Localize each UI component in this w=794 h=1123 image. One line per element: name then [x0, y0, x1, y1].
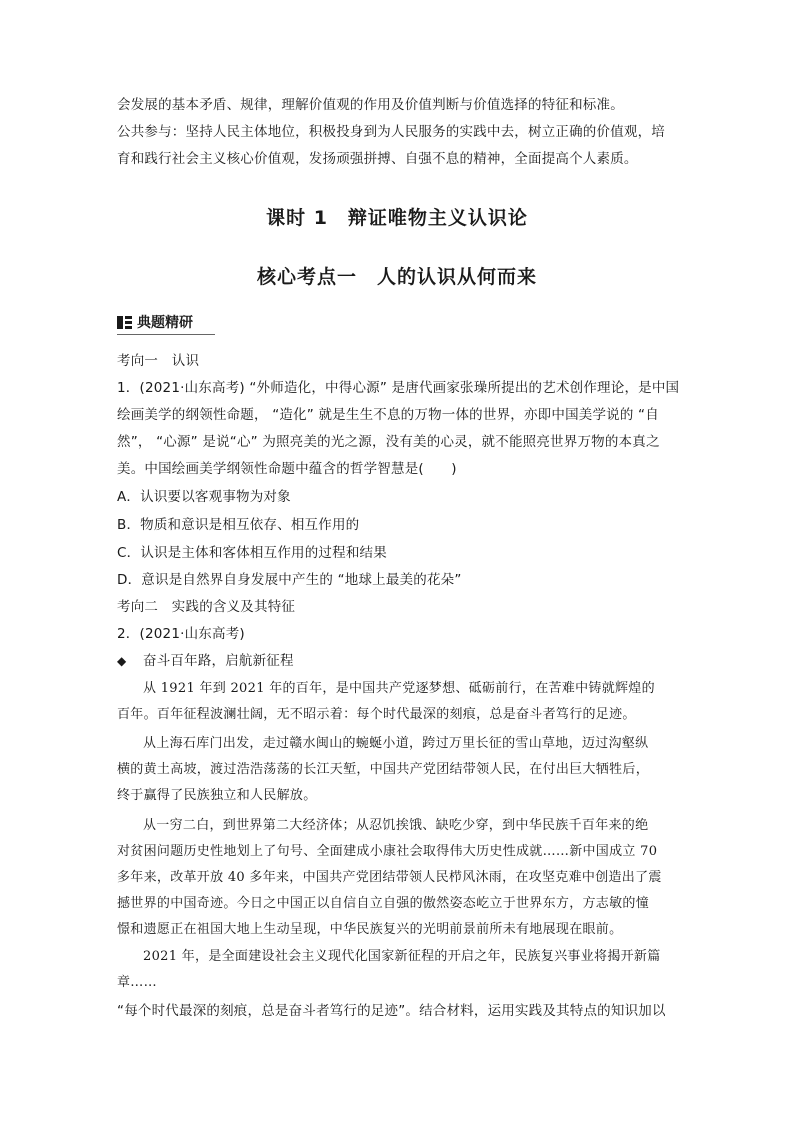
q1-line-1: 1．(2021·山东高考) “外师造化，中得心源” 是唐代画家张璪所提出的艺术创作理论，是中国 — [117, 380, 680, 396]
point-title: 核心考点一 人的认识从何而来 — [256, 266, 537, 288]
q1-option-b: B．物质和意识是相互依存、相互作用的 — [117, 517, 360, 533]
material-line: 从一穷二白，到世界第二大经济体；从忍饥挨饿、缺吃少穿，到中华民族千百年来的绝 — [143, 818, 649, 833]
section-label: 典题精研 — [137, 315, 193, 331]
material-line: 百年。百年征程波澜壮阔，无不昭示着：每个时代最深的刻痕，总是奋斗者笃行的足迹。 — [117, 707, 636, 722]
material-line: 章…… — [117, 975, 157, 990]
q1-line-2: 绘画美学的纲领性命题， “造化” 就是生生不息的万物一体的世界，亦即中国美学说的 “自 — [117, 407, 659, 423]
material-line: 撼世界的中国奇迹。今日之中国正以自信自立自强的傲然姿态屹立于世界东方，方志敏的憧 — [117, 896, 650, 911]
lesson-title: 课时 1 辩证唯物主义认识论 — [266, 207, 528, 229]
material-title: 奋斗百年路，启航新征程 — [143, 653, 294, 669]
section-header — [117, 311, 193, 333]
material-heading — [117, 648, 680, 675]
intro-line-3: 育和践行社会主义核心价值观，发扬顽强拼搏、自强不息的精神，全面提高个人素质。 — [117, 151, 638, 167]
direction-1: 考向一 认识 — [117, 353, 200, 369]
direction-2: 考向二 实践的含义及其特征 — [117, 599, 296, 615]
material-line: 终于赢得了民族独立和人民解放。 — [117, 788, 317, 803]
material-line: 憬和遗愿正在祖国大地上生动呈现，中华民族复兴的光明前景前所未有地展现在眼前。 — [117, 922, 623, 937]
q1-option-c: C．认识是主体和客体相互作用的过程和结果 — [117, 545, 387, 561]
material-line: 横的黄土高坡，渡过浩浩荡荡的长江天堑，中国共产党团结带领人民，在付出巨大牺牲后， — [117, 762, 650, 777]
q1-line-4: 美。中国绘画美学纲领性命题中蕴含的哲学智慧是( ) — [117, 461, 457, 477]
material-line: 2021 年，是全面建设社会主义现代化国家新征程的开启之年，民族复兴事业将揭开新篇 — [143, 949, 661, 964]
diamond-icon: ◆ — [117, 654, 127, 668]
q1-option-d: D．意识是自然界自身发展中产生的 “地球上最美的花朵” — [117, 572, 462, 588]
q1-line-3: 然”， “心源” 是说“心” 为照亮美的光之源，没有美的心灵，就不能照亮世界万物的本真之 — [117, 434, 660, 450]
q2-question-line: “每个时代最深的刻痕，总是奋斗者笃行的足迹”。结合材料，运用实践及其特点的知识加以 — [117, 1003, 666, 1019]
material-line: 对贫困问题历史性地划上了句号、全面建成小康社会取得伟大历史性成就……新中国成立 70 — [117, 844, 658, 859]
section-underline — [117, 334, 215, 335]
q1-option-a: A．认识要以客观事物为对象 — [117, 489, 291, 505]
intro-line-1: 会发展的基本矛盾、规律，理解价值观的作用及价值判断与价值选择的特征和标准。 — [117, 97, 624, 113]
intro-line-2: 公共参与：坚持人民主体地位，积极投身到为人民服务的实践中去，树立正确的价值观，培 — [117, 124, 665, 140]
material-line: 从 1921 年到 2021 年的百年，是中国共产党逐梦想、砥砺前行，在苦难中铸就辉煌的 — [143, 681, 655, 696]
section-bars-icon — [117, 316, 132, 329]
material-line: 从上海石库门出发，走过赣水闽山的蜿蜒小道，跨过万里长征的雪山草地，迈过沟壑纵 — [143, 736, 649, 751]
material-line: 多年来，改革开放 40 多年来，中国共产党团结带领人民栉风沐雨，在攻坚克难中创造出了震 — [117, 870, 662, 885]
q2-label: 2．(2021·山东高考) — [117, 626, 245, 642]
